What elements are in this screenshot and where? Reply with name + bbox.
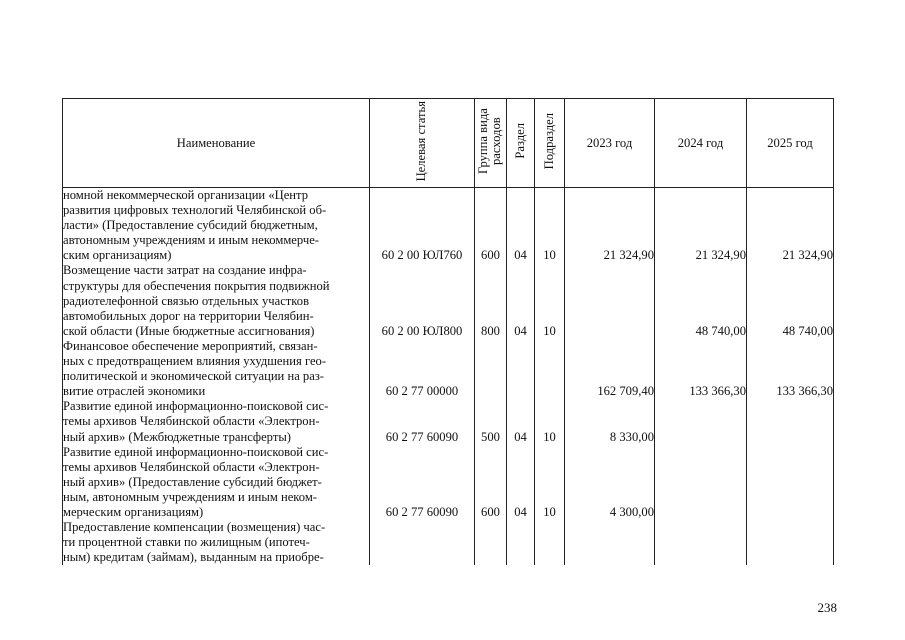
- cell-subsection: [535, 339, 565, 399]
- page-number: 238: [817, 600, 837, 615]
- cell-target: 60 2 00 ЮЛ760: [370, 188, 475, 264]
- row-name-line: Развитие единой информационно-поисковой сис-: [63, 444, 329, 459]
- row-name-line: ный архив» (Предоставление субсидий бюджет-: [63, 474, 322, 489]
- row-name: [63, 263, 370, 338]
- row-name-line: мерческим организациям): [63, 504, 204, 519]
- cell-y2025: 48 740,00: [747, 263, 834, 338]
- cell-group: 600: [475, 188, 507, 264]
- table-row: [63, 520, 834, 565]
- cell-section: [507, 520, 535, 565]
- row-name-line: витие отраслей экономики: [63, 384, 206, 399]
- header-name: Наименование: [63, 99, 370, 188]
- row-name-line: ным, автономным учреждениям и иным неком-: [63, 489, 317, 504]
- header-group: Группа вида расходов: [475, 99, 507, 188]
- cell-y2025: [747, 520, 834, 565]
- cell-group: 600: [475, 445, 507, 520]
- table-row: [63, 263, 834, 338]
- row-name-line: ти процентной ставки по жилищным (ипотеч-: [63, 535, 310, 550]
- cell-y2025: [747, 445, 834, 520]
- cell-subsection: [535, 520, 565, 565]
- row-name: [63, 339, 370, 399]
- cell-y2024: 48 740,00: [655, 263, 747, 338]
- cell-y2024: [655, 399, 747, 444]
- cell-y2024: [655, 520, 747, 565]
- cell-y2024: 133 366,30: [655, 339, 747, 399]
- cell-y2025: 133 366,30: [747, 339, 834, 399]
- table-row: [63, 399, 834, 444]
- row-name-line: темы архивов Челябинской области «Электрон-: [63, 459, 320, 474]
- cell-group: [475, 339, 507, 399]
- row-name-line: автомобильных дорог на территории Челябин-: [63, 308, 314, 323]
- cell-section: [507, 339, 535, 399]
- header-2024: 2024 год: [655, 99, 747, 188]
- row-name-line: структуры для обеспечения покрытия подвижной: [63, 278, 330, 293]
- row-name: [63, 520, 370, 565]
- cell-section: 04: [507, 263, 535, 338]
- cell-group: 800: [475, 263, 507, 338]
- row-name-line: ным) кредитам (займам), выданным на приобре-: [63, 550, 324, 565]
- cell-section: 04: [507, 188, 535, 264]
- header-section: Раздел: [507, 99, 535, 188]
- cell-y2023: 162 709,40: [565, 339, 655, 399]
- cell-section: 04: [507, 445, 535, 520]
- cell-group: [475, 520, 507, 565]
- table-row: [63, 445, 834, 520]
- cell-target: 60 2 77 00000: [370, 339, 475, 399]
- cell-section: 04: [507, 399, 535, 444]
- header-2025: 2025 год: [747, 99, 834, 188]
- row-name-line: темы архивов Челябинской области «Электрон-: [63, 414, 320, 429]
- row-name-line: ных с предотвращением влияния ухудшения гео-: [63, 354, 327, 369]
- cell-subsection: 10: [535, 445, 565, 520]
- row-name-line: ный архив» (Межбюджетные трансферты): [63, 429, 291, 444]
- budget-table: [62, 98, 834, 565]
- row-name-line: политической и экономической ситуации на раз-: [63, 369, 324, 384]
- cell-y2023: 21 324,90: [565, 188, 655, 264]
- table-row: [63, 339, 834, 399]
- header-subsection: Подраздел: [535, 99, 565, 188]
- header-2023: 2023 год: [565, 99, 655, 188]
- cell-subsection: 10: [535, 263, 565, 338]
- cell-y2023: 4 300,00: [565, 445, 655, 520]
- cell-group: 500: [475, 399, 507, 444]
- row-name: [63, 188, 370, 264]
- cell-y2024: 21 324,90: [655, 188, 747, 264]
- table-body: [63, 188, 834, 566]
- header-target: Целевая статья: [370, 99, 475, 188]
- row-name-line: Финансовое обеспечение мероприятий, связан-: [63, 338, 318, 353]
- row-name-line: ской области (Иные бюджетные ассигнования): [63, 323, 315, 338]
- cell-target: 60 2 00 ЮЛ800: [370, 263, 475, 338]
- row-name-line: развития цифровых технологий Челябинской об-: [63, 203, 327, 218]
- cell-subsection: 10: [535, 188, 565, 264]
- cell-target: 60 2 77 60090: [370, 445, 475, 520]
- row-name-line: ским организациям): [63, 248, 172, 263]
- cell-y2023: 8 330,00: [565, 399, 655, 444]
- header-row: [63, 99, 834, 188]
- row-name-line: номной некоммерческой организации «Центр: [63, 188, 308, 202]
- cell-y2023: [565, 263, 655, 338]
- row-name-line: Возмещение части затрат на создание инфра-: [63, 263, 307, 278]
- cell-target: 60 2 77 60090: [370, 399, 475, 444]
- cell-target: [370, 520, 475, 565]
- cell-y2024: [655, 445, 747, 520]
- table-row: [63, 188, 834, 264]
- row-name: [63, 445, 370, 520]
- cell-y2025: 21 324,90: [747, 188, 834, 264]
- row-name-line: ласти» (Предоставление субсидий бюджетным,: [63, 218, 318, 233]
- row-name-line: Предоставление компенсации (возмещения) час-: [63, 520, 326, 535]
- cell-subsection: 10: [535, 399, 565, 444]
- row-name-line: Развитие единой информационно-поисковой сис-: [63, 399, 329, 414]
- cell-y2025: [747, 399, 834, 444]
- row-name-line: автономным учреждениям и иным некоммерче-: [63, 233, 319, 248]
- cell-y2023: [565, 520, 655, 565]
- row-name-line: радиотелефонной связью отдельных участков: [63, 293, 310, 308]
- row-name: [63, 399, 370, 444]
